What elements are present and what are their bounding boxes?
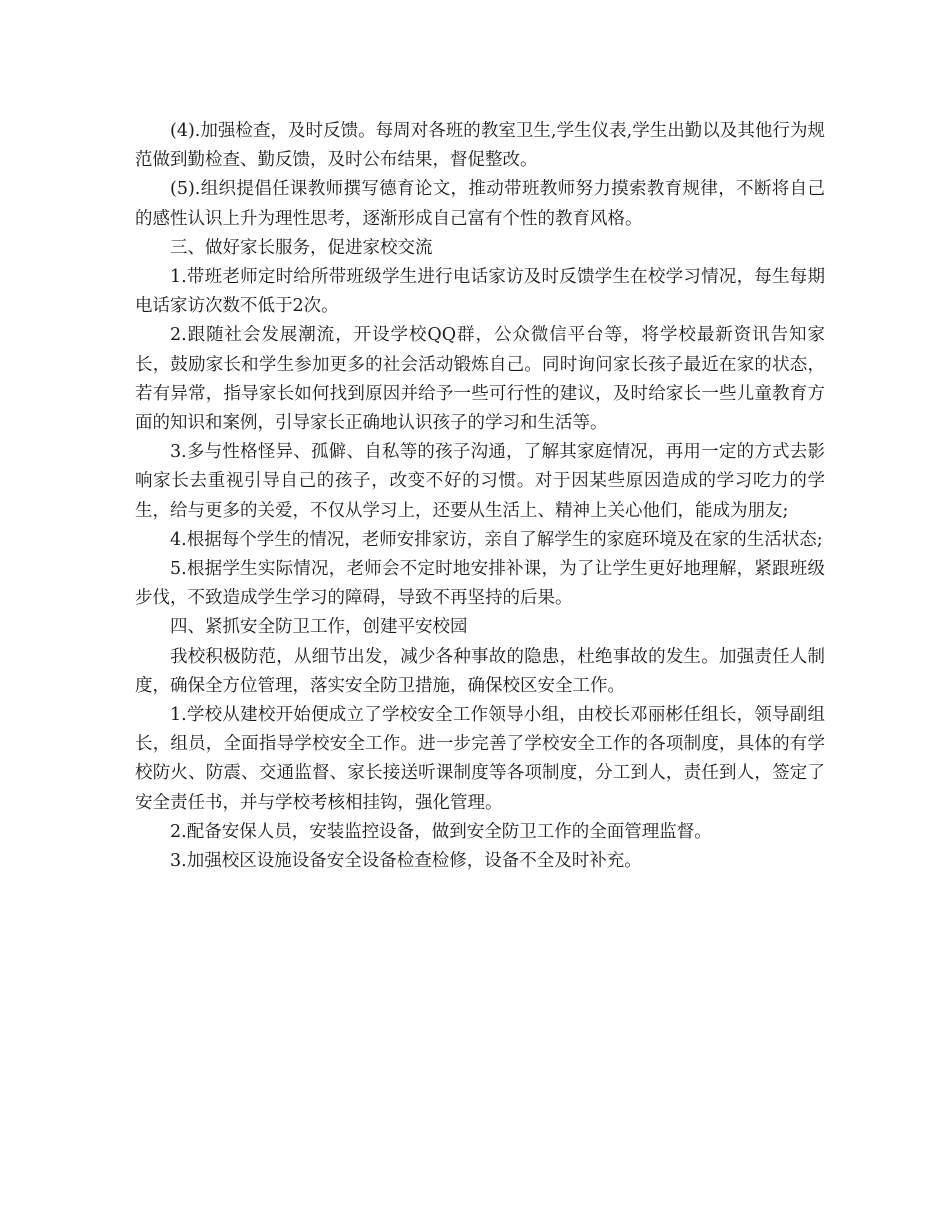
section-heading-4: 四、紧抓安全防卫工作，创建平安校园: [170, 617, 468, 638]
paragraph-parent-service-1: 1.带班老师定时给所带班级学生进行电话家访及时反馈学生在校学习情况，每生每期电话家访次数不低于2次。: [135, 267, 825, 317]
paragraph-item-4: (4).加强检查，及时反馈。每周对各班的教室卫生,学生仪表,学生出勤以及其他行为规范做到勤检查、勤反馈，及时公布结果，督促整改。: [135, 121, 825, 171]
paragraph-parent-service-3: 3.多与性格怪异、孤僻、自私等的孩子沟通，了解其家庭情况，再用一定的方式去影响家长去重视引导自己的孩子，改变不好的习惯。对于因某些原因造成的学习吃力的学生，给与更多的关爱，不仅从学习上，还要从生活上、精神上关心他们，能成为朋友;: [135, 442, 825, 521]
paragraph-safety-1: 1.学校从建校开始便成立了学校安全工作领导小组，由校长邓丽彬任组长，领导副组长，组员，全面指导学校安全工作。进一步完善了学校安全工作的各项制度，具体的有学校防火、防震、交通监督、家长接送听课制度等各项制度，分工到人，责任到人，签定了安全责任书，并与学校考核相挂钩，强化管理。: [135, 705, 825, 813]
paragraph-parent-service-5: 5.根据学生实际情况，老师会不定时地安排补课，为了让学生更好地理解，紧跟班级步伐，不致造成学生学习的障碍，导致不再坚持的后果。: [135, 559, 825, 609]
paragraph-parent-service-2: 2.跟随社会发展潮流，开设学校QQ群，公众微信平台等，将学校最新资讯告知家长，鼓励家长和学生参加更多的社会活动锻炼自己。同时询问家长孩子最近在家的状态，若有异常，指导家长如何找到原因并给予一些可行性的建议，及时给家长一些儿童教育方面的知识和案例，引导家长正确地认识孩子的学习和生活等。: [135, 325, 825, 434]
paragraph-safety-3: 3.加强校区设施设备安全设备检查检修，设备不全及时补充。: [170, 851, 642, 872]
section-heading-3: 三、做好家长服务，促进家校交流: [170, 237, 433, 258]
paragraph-item-5: (5).组织提倡任课教师撰写德育论文，推动带班教师努力摸索教育规律，不断将自己的感性认识上升为理性思考，逐渐形成自己富有个性的教育风格。: [135, 179, 825, 229]
paragraph-parent-service-4: 4.根据每个学生的情况，老师安排家访，亲自了解学生的家庭环境及在家的生活状态;: [170, 529, 823, 550]
paragraph-safety-intro: 我校积极防范，从细节出发，减少各种事故的隐患，杜绝事故的发生。加强责任人制度，确保全方位管理，落实安全防卫措施，确保校区安全工作。: [135, 646, 825, 696]
document-body: [135, 117, 825, 876]
paragraph-safety-2: 2.配备安保人员，安装监控设备，做到安全防卫工作的全面管理监督。: [170, 821, 712, 842]
